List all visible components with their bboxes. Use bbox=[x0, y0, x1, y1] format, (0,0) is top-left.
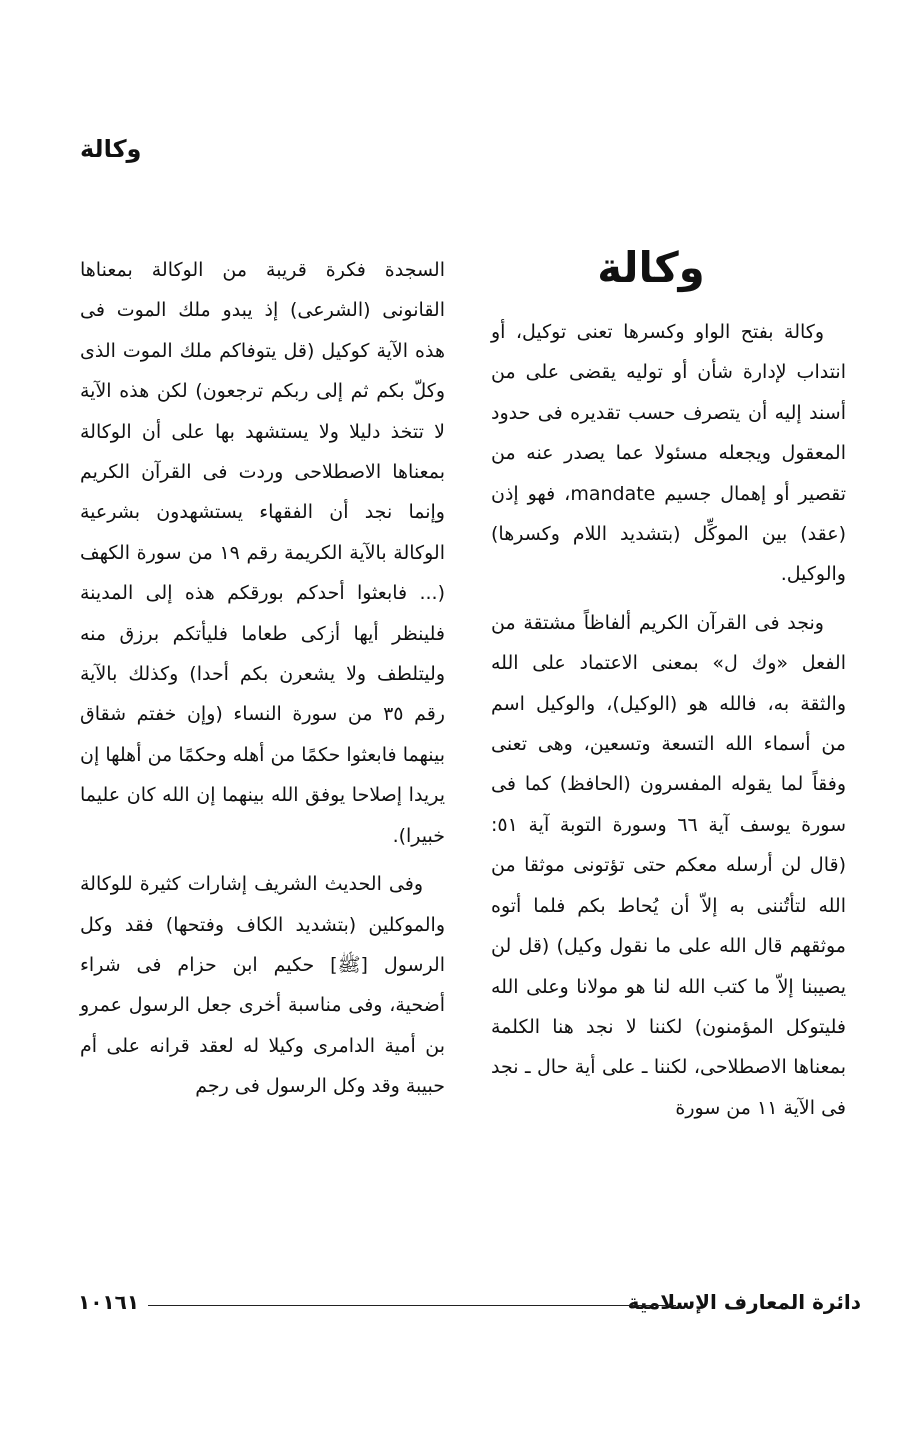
footer-rule bbox=[148, 1305, 676, 1306]
paragraph: السجدة فكرة قريبة من الوكالة بمعناها القانونى (الشرعى) إذ يبدو ملك الموت فى هذه الآية كوكيل (قل يتوفاكم ملك الموت الذى وكلّ بكم ثم إلى ربكم ترجعون) لكن هذه الآية لا تتخذ دليلا ولا يستشهد بها على أن الوكالة بمعناها الاصطلاحى وردت فى القرآن الكريم وإنما نجد أن الفقهاء يستشهدون بشرعية الوكالة بالآية الكريمة رقم ١٩ من سورة الكهف (... فابعثوا أحدكم بورقكم هذه إلى المدينة فلينظر أيها أزكى طعاما فليأتكم برزق منه وليتلطف ولا يشعرن بكم أحدا) وكذلك بالآية رقم ٣٥ من سورة النساء (وإن خفتم شقاق بينهما فابعثوا حكمًا من أهله وحكمًا من أهلها إن يريدا إصلاحا يوفق الله بينهما إن الله كان عليما خبيرا). bbox=[80, 259, 445, 847]
left-column bbox=[80, 250, 445, 1115]
paragraph: وفى الحديث الشريف إشارات كثيرة للوكالة والموكلين (بتشديد الكاف وفتحها) فقد وكل الرسول [ﷺ] حكيم ابن حزام فى شراء أضحية، وفى مناسبة أخرى جعل الرسول عمرو بن أمية الدامرى وكيلا له لعقد قرانه على أم حبيبة وقد وكل الرسول فى رجم bbox=[80, 873, 445, 1098]
running-header: وكالة bbox=[80, 135, 142, 163]
entry-title: وكالة bbox=[597, 243, 705, 292]
right-column bbox=[491, 312, 846, 1136]
paragraph: وكالة بفتح الواو وكسرها تعنى توكيل، أو انتداب لإدارة شأن أو توليه يقضى على من أسند إليه أن يتصرف حسب تقديره فى حدود المعقول ويجعله مسئولا عما يصدر عنه من تقصير أو إهمال جسيم mandate، فهو إذن (عقد) بين الموكِّل (بتشديد اللام وكسرها) والوكيل. bbox=[491, 321, 847, 586]
paragraph: ونجد فى القرآن الكريم ألفاظاً مشتقة من الفعل «وك ل» بمعنى الاعتماد على الله والثقة به، فالله هو (الوكيل)، والوكيل اسم من أسماء الله التسعة وتسعين، وهى تعنى وفقاً لما يقوله المفسرون (الحافظ) كما فى سورة يوسف آية ٦٦ وسورة التوبة آية ٥١: (قال لن أرسله معكم حتى تؤتونى موثقا من الله لتأتُننى به إلاّ أن يُحاط بكم فلما أتوه موثقهم قال الله على ما نقول وكيل) (قل لن يصيبنا إلاّ ما كتب الله لنا هو مولانا وعلى الله فليتوكل المؤمنون) لكننا لا نجد هنا الكلمة بمعناها الاصطلاحى، لكننا ـ على أية حال ـ نجد فى الآية ١١ من سورة bbox=[491, 611, 846, 1119]
page-number: ١٠١٦١ bbox=[78, 1290, 140, 1314]
footer-publication-title: دائرة المعارف الإسلامية bbox=[627, 1290, 861, 1314]
